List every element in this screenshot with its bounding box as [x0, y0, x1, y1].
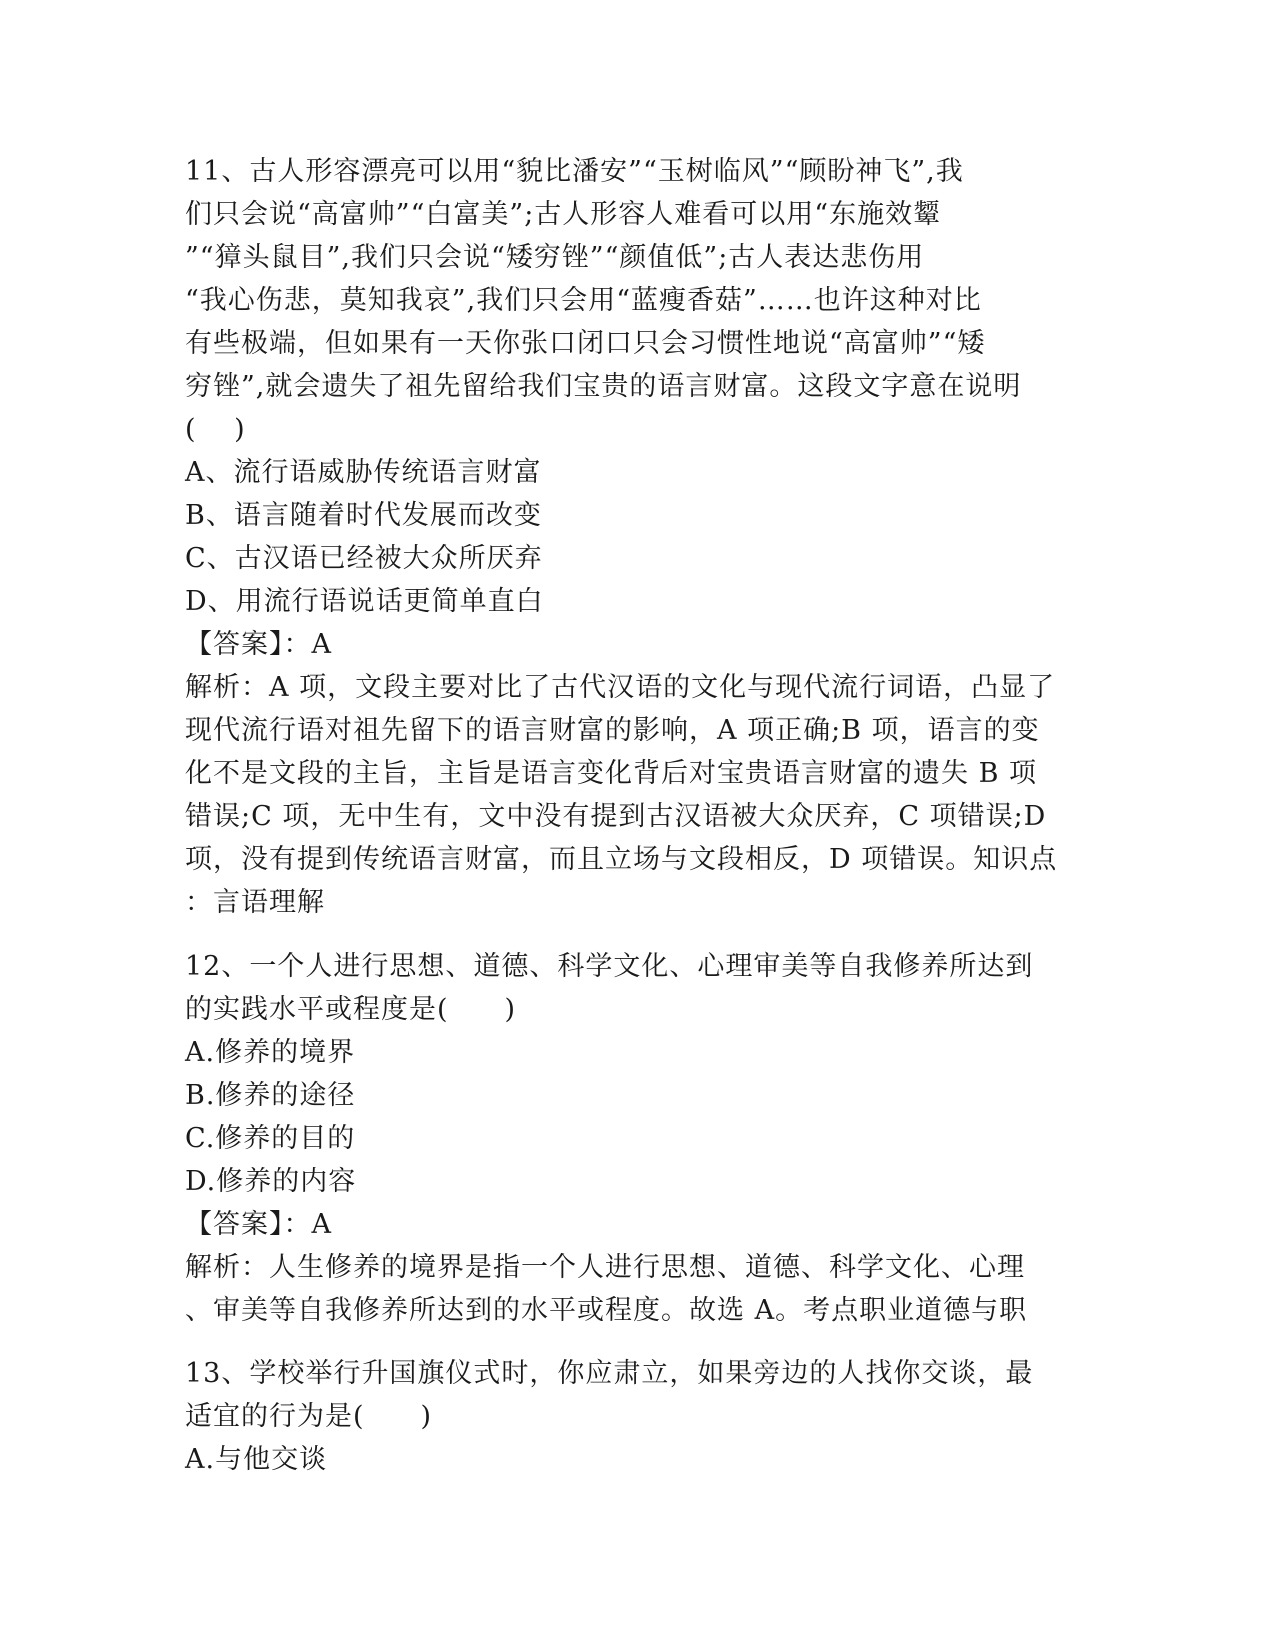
- option-d: D、用流行语说话更简单直白: [185, 586, 544, 617]
- option-c: C、古汉语已经被大众所厌弃: [185, 543, 543, 574]
- question-12: [185, 945, 1090, 1332]
- document-page: [185, 150, 1090, 1481]
- analysis-line: 、审美等自我修养所达到的水平或程度。故选 A。考点职业道德与职: [185, 1295, 1028, 1326]
- analysis-line: 现代流行语对祖先留下的语言财富的影响，A 项正确;B 项，语言的变: [185, 715, 1040, 746]
- question-11: [185, 150, 1090, 924]
- analysis: [185, 666, 1090, 924]
- stem-line: “我心伤悲，莫知我哀”,我们只会用“蓝瘦香菇”……也许这种对比: [185, 285, 982, 316]
- stem-line: 12、一个人进行思想、道德、科学文化、心理审美等自我修养所达到: [185, 951, 1034, 982]
- stem-line: 穷锉”,就会遗失了祖先留给我们宝贵的语言财富。这段文字意在说明: [185, 371, 1022, 402]
- option-a: A、流行语威胁传统语言财富: [185, 457, 542, 488]
- analysis-line: 解析：人生修养的境界是指一个人进行思想、道德、科学文化、心理: [185, 1252, 1025, 1283]
- stem-line: ( ): [185, 414, 246, 445]
- option-a: A.修养的境界: [185, 1037, 356, 1068]
- option-list: [185, 1031, 1090, 1203]
- answer: 【答案】：A: [185, 1209, 332, 1240]
- analysis-line: 错误;C 项，无中生有，文中没有提到古汉语被大众厌弃，C 项错误;D: [185, 801, 1047, 832]
- stem-line: 的实践水平或程度是( ): [185, 994, 517, 1025]
- answer: 【答案】：A: [185, 629, 332, 660]
- stem-line: 适宜的行为是( ): [185, 1401, 433, 1432]
- option-b: B、语言随着时代发展而改变: [185, 500, 542, 531]
- stem-line: ”“獐头鼠目”,我们只会说“矮穷锉”“颜值低”;古人表达悲伤用: [185, 242, 925, 273]
- stem-line: 有些极端，但如果有一天你张口闭口只会习惯性地说“高富帅”“矮: [185, 328, 986, 359]
- stem-line: 11、古人形容漂亮可以用“貌比潘安”“玉树临风”“顾盼神飞”,我: [185, 156, 964, 187]
- analysis-line: 解析：A 项，文段主要对比了古代汉语的文化与现代流行词语，凸显了: [185, 672, 1056, 703]
- stem-line: 13、学校举行升国旗仪式时，你应肃立，如果旁边的人找你交谈，最: [185, 1358, 1034, 1389]
- question-stem: [185, 945, 1090, 1031]
- question-stem: [185, 150, 1090, 451]
- option-list: [185, 1438, 1090, 1481]
- option-c: C.修养的目的: [185, 1123, 356, 1154]
- analysis-line: ：言语理解: [185, 887, 325, 918]
- option-b: B.修养的途径: [185, 1080, 356, 1111]
- question-13: [185, 1352, 1090, 1481]
- analysis: [185, 1246, 1090, 1332]
- stem-line: 们只会说“高富帅”“白富美”;古人形容人难看可以用“东施效颦: [185, 199, 942, 230]
- option-a: A.与他交谈: [185, 1444, 328, 1475]
- analysis-line: 项，没有提到传统语言财富，而且立场与文段相反，D 项错误。知识点: [185, 844, 1058, 875]
- option-d: D.修养的内容: [185, 1166, 357, 1197]
- analysis-line: 化不是文段的主旨，主旨是语言变化背后对宝贵语言财富的遗失 B 项: [185, 758, 1038, 789]
- question-stem: [185, 1352, 1090, 1438]
- option-list: [185, 451, 1090, 623]
